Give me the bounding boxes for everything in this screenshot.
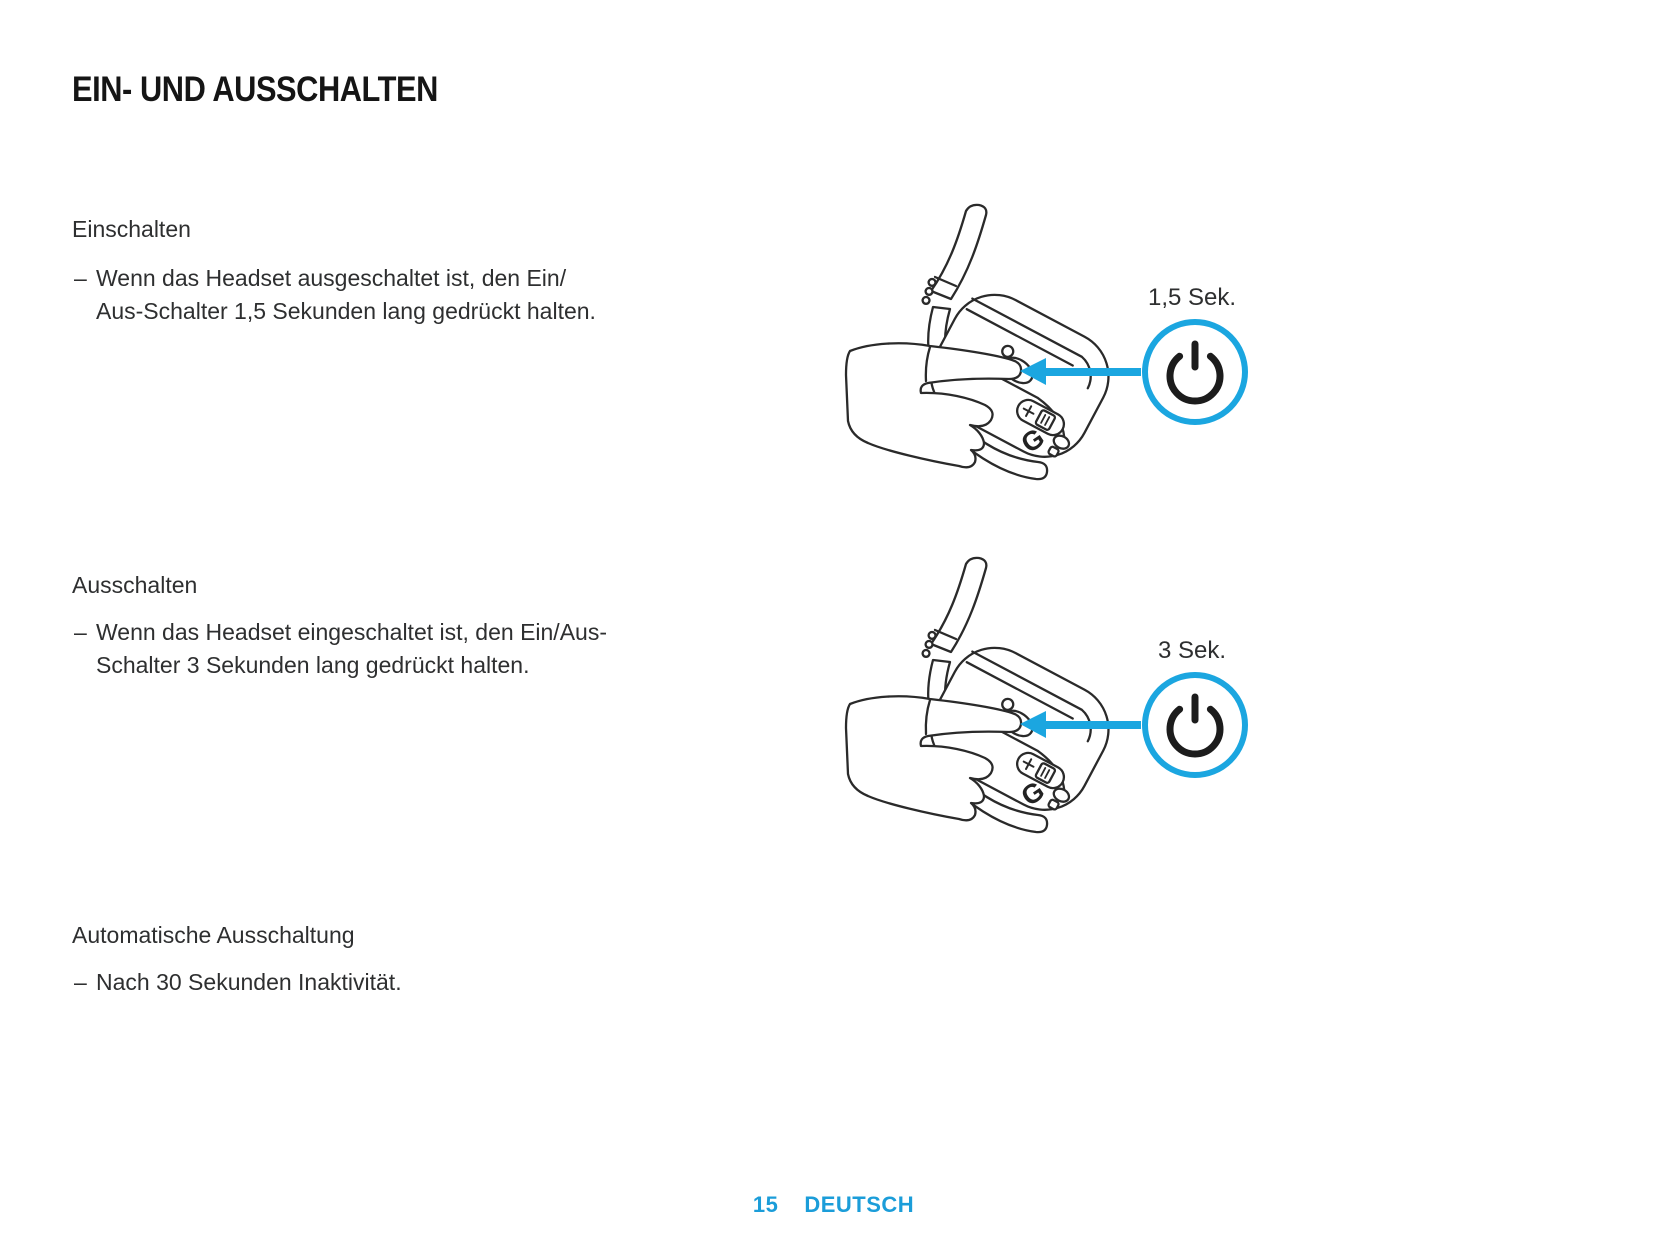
headset-hand-illustration bbox=[846, 558, 1124, 832]
callout-circle bbox=[1145, 675, 1245, 775]
bullet-dash: – bbox=[74, 969, 87, 995]
bullet-text: Wenn das Headset eingeschaltet ist, den Ein/Aus- Schalter 3 Sekunden lang gedrückt halten. bbox=[96, 619, 607, 678]
language-label: DEUTSCH bbox=[804, 1192, 915, 1217]
bullet-item bbox=[74, 966, 402, 999]
bullet-dash: – bbox=[74, 619, 87, 645]
bullet-item bbox=[74, 616, 607, 682]
bullet-list bbox=[74, 262, 596, 328]
figure-power-on bbox=[780, 195, 1250, 495]
page-number: 15 bbox=[752, 1192, 779, 1217]
bullet-list bbox=[74, 616, 607, 682]
bullet-dash: – bbox=[74, 265, 87, 291]
bullet-text: Nach 30 Sekunden Inaktivität. bbox=[96, 969, 402, 995]
bullet-list bbox=[74, 966, 402, 999]
section-heading-auto-ausschaltung: Automatische Ausschaltung bbox=[72, 922, 355, 948]
section-heading-einschalten: Einschalten bbox=[72, 216, 191, 242]
page-footer bbox=[0, 1192, 1667, 1218]
callout-circle bbox=[1145, 322, 1245, 422]
section-heading-ausschalten: Ausschalten bbox=[72, 572, 198, 598]
bullet-text: Wenn das Headset ausgeschaltet ist, den Ein/ Aus-Schalter 1,5 Sekunden lang gedrückt halten. bbox=[96, 265, 596, 324]
page-title: EIN- UND AUSSCHALTEN bbox=[72, 70, 438, 109]
figure-power-off bbox=[780, 548, 1250, 848]
duration-label: 3 Sek. bbox=[1157, 637, 1227, 664]
duration-label: 1,5 Sek. bbox=[1147, 284, 1237, 311]
headset-hand-illustration bbox=[846, 205, 1124, 479]
bullet-item bbox=[74, 262, 596, 328]
